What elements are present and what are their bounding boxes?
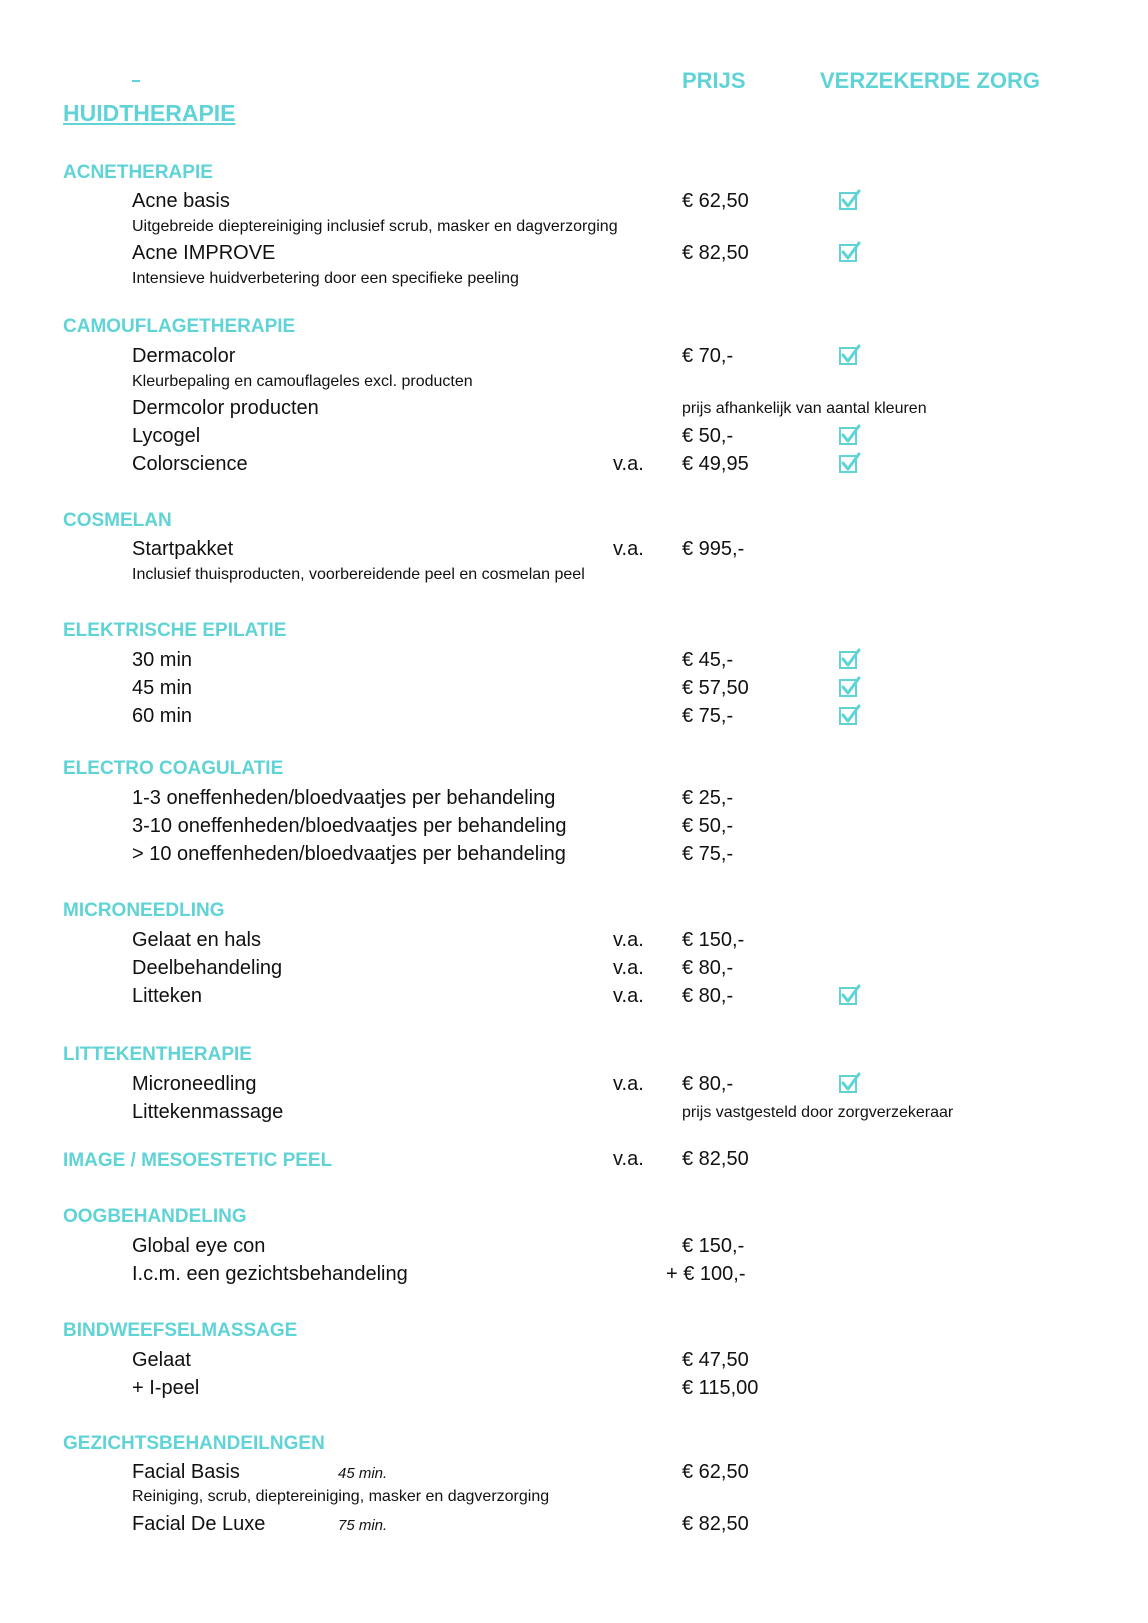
treatment-price: € 49,95 [682,453,749,475]
from-price-label: v.a. [613,929,644,951]
treatment-name: Facial De Luxe [132,1513,266,1535]
section-title: COSMELAN [63,510,172,531]
treatment-name: I.c.m. een gezichtsbehandeling [132,1263,408,1285]
item-description: Uitgebreide dieptereiniging inclusief scrub, masker en dagverzorging [132,218,618,235]
treatment-name: 1-3 oneffenheden/bloedvaatjes per behandeling [132,787,556,809]
treatment-name: > 10 oneffenheden/bloedvaatjes per behandeling [132,843,566,865]
treatment-price: € 45,- [682,649,734,671]
treatment-name: Global eye con [132,1235,266,1257]
treatment-price: € 50,- [682,815,734,837]
section-title: OOGBEHANDELING [63,1206,247,1227]
treatment-price: € 150,- [682,1235,745,1257]
treatment-price: € 25,- [682,787,734,809]
from-price-label: v.a. [613,1073,644,1095]
treatment-name: 30 min [132,649,193,671]
treatment-name: Gelaat en hals [132,929,261,951]
treatment-name: Litteken [132,985,203,1007]
column-header-insured-care: VERZEKERDE ZORG [820,68,1041,93]
treatment-price: € 70,- [682,345,734,367]
section-title: MICRONEEDLING [63,900,225,921]
treatment-name: Facial Basis [132,1461,240,1483]
treatment-price: + € 100,- [666,1263,746,1285]
treatment-price: € 57,50 [682,677,749,699]
treatment-price: € 80,- [682,985,734,1007]
treatment-price: € 62,50 [682,190,749,212]
treatment-name: Startpakket [132,538,234,560]
checkbox-check-icon [838,343,862,367]
section-title: ACNETHERAPIE [63,162,213,183]
from-price-label: v.a. [613,957,644,979]
price-note: prijs afhankelijk van aantal kleuren [682,400,927,417]
checkbox-check-icon [838,188,862,212]
checkbox-check-icon [838,983,862,1007]
treatment-price: € 995,- [682,538,745,560]
treatment-price: € 80,- [682,957,734,979]
checkbox-check-icon [838,423,862,447]
price-note: prijs vastgesteld door zorgverzekeraar [682,1104,954,1121]
treatment-duration: 75 min. [338,1517,388,1534]
treatment-name: Acne basis [132,190,230,212]
page-title: HUIDTHERAPIE [63,100,236,126]
treatment-name: Microneedling [132,1073,257,1095]
treatment-name: 60 min [132,705,193,727]
section-title: BINDWEEFSELMASSAGE [63,1320,298,1341]
treatment-name: Acne IMPROVE [132,242,276,264]
treatment-price: € 80,- [682,1073,734,1095]
decorative-dash [132,80,140,82]
treatment-name: Colorscience [132,453,248,475]
section-title: GEZICHTSBEHANDEILNGEN [63,1433,325,1454]
treatment-name: Littekenmassage [132,1101,284,1123]
from-price-label: v.a. [613,1148,644,1170]
treatment-price: € 150,- [682,929,745,951]
column-header-price: PRIJS [682,68,746,93]
treatment-price: € 62,50 [682,1461,749,1483]
section-title: LITTEKENTHERAPIE [63,1044,252,1065]
item-description: Intensieve huidverbetering door een specifieke peeling [132,270,519,287]
treatment-price: € 82,50 [682,242,749,264]
from-price-label: v.a. [613,538,644,560]
item-description: Reiniging, scrub, dieptereiniging, masker en dagverzorging [132,1488,550,1505]
checkbox-check-icon [838,675,862,699]
treatment-name: + I-peel [132,1377,200,1399]
section-title: ELEKTRISCHE EPILATIE [63,620,287,641]
treatment-price: € 82,50 [682,1513,749,1535]
treatment-price: € 75,- [682,843,734,865]
treatment-name: Lycogel [132,425,201,447]
treatment-name: Deelbehandeling [132,957,283,979]
from-price-label: v.a. [613,453,644,475]
section-title: IMAGE / MESOESTETIC PEEL [63,1150,333,1171]
treatment-name: 45 min [132,677,193,699]
section-title: ELECTRO COAGULATIE [63,758,284,779]
treatment-name: Gelaat [132,1349,191,1371]
treatment-name: 3-10 oneffenheden/bloedvaatjes per behandeling [132,815,567,837]
checkbox-check-icon [838,647,862,671]
item-description: Inclusief thuisproducten, voorbereidende peel en cosmelan peel [132,566,585,583]
treatment-name: Dermcolor producten [132,397,319,419]
item-description: Kleurbepaling en camouflageles excl. producten [132,373,473,390]
checkbox-check-icon [838,1071,862,1095]
treatment-price: € 115,00 [682,1377,759,1399]
checkbox-check-icon [838,451,862,475]
treatment-price: € 47,50 [682,1349,749,1371]
treatment-duration: 45 min. [338,1465,388,1482]
treatment-price: € 50,- [682,425,734,447]
treatment-price: € 75,- [682,705,734,727]
section-title: CAMOUFLAGETHERAPIE [63,316,296,337]
from-price-label: v.a. [613,985,644,1007]
treatment-name: Dermacolor [132,345,236,367]
section-price: € 82,50 [682,1148,749,1170]
checkbox-check-icon [838,240,862,264]
checkbox-check-icon [838,703,862,727]
